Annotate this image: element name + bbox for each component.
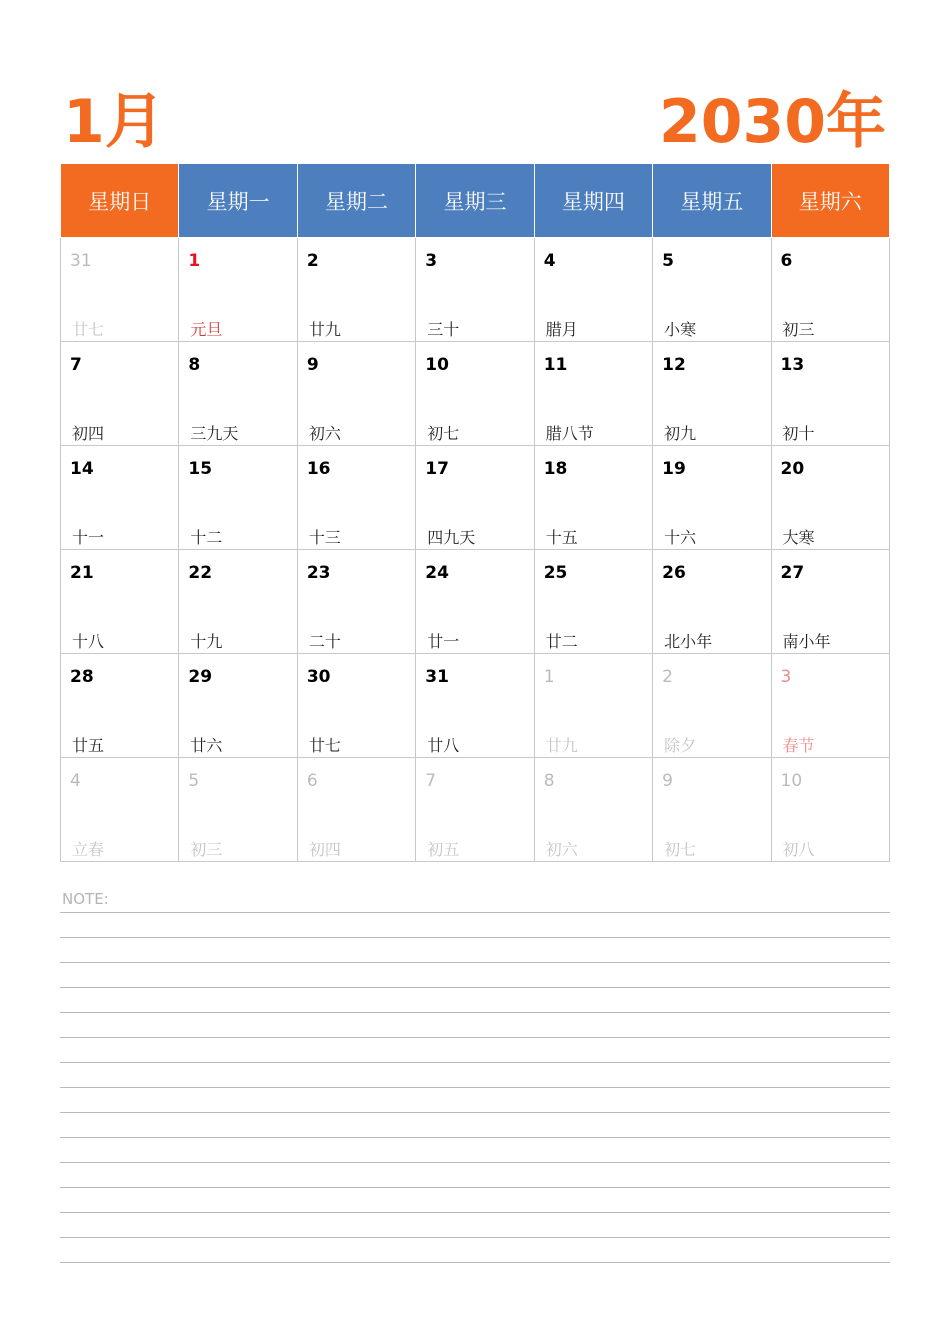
lunar-date: 初三 bbox=[190, 840, 223, 859]
day-cell[interactable] bbox=[61, 758, 179, 862]
lunar-date: 大寒 bbox=[782, 528, 815, 547]
day-number: 1 bbox=[188, 251, 201, 271]
weekday-header-row bbox=[61, 164, 890, 238]
week-row bbox=[61, 446, 890, 550]
lunar-date: 初六 bbox=[308, 424, 341, 443]
lunar-date: 十三 bbox=[308, 528, 341, 547]
day-number: 3 bbox=[780, 667, 792, 687]
lunar-date: 北小年 bbox=[664, 632, 713, 651]
lunar-date: 廿六 bbox=[190, 736, 223, 755]
day-cell[interactable] bbox=[297, 446, 415, 550]
day-cell[interactable] bbox=[653, 758, 771, 862]
day-number: 1 bbox=[543, 667, 555, 687]
weekday-monday: 星期一 bbox=[179, 164, 297, 238]
day-number: 27 bbox=[780, 563, 805, 583]
note-line bbox=[60, 1262, 890, 1287]
day-number: 24 bbox=[425, 563, 449, 583]
note-label: NOTE: bbox=[62, 890, 109, 908]
lunar-date: 除夕 bbox=[664, 736, 697, 755]
day-cell[interactable] bbox=[416, 238, 534, 342]
day-cell[interactable] bbox=[179, 446, 297, 550]
day-number: 17 bbox=[425, 459, 449, 479]
lunar-date: 初六 bbox=[545, 840, 578, 859]
day-cell[interactable] bbox=[534, 758, 652, 862]
note-line bbox=[60, 962, 890, 987]
day-cell[interactable] bbox=[653, 446, 771, 550]
day-number: 6 bbox=[780, 251, 793, 271]
lunar-date: 立春 bbox=[72, 840, 105, 859]
day-number: 5 bbox=[188, 771, 200, 791]
day-number: 20 bbox=[780, 459, 805, 479]
day-number: 3 bbox=[425, 251, 438, 271]
day-cell[interactable] bbox=[179, 758, 297, 862]
day-cell[interactable] bbox=[61, 446, 179, 550]
lunar-date: 初九 bbox=[664, 424, 697, 443]
lunar-date: 十二 bbox=[190, 528, 223, 547]
note-line bbox=[60, 1062, 890, 1087]
note-line bbox=[60, 1087, 890, 1112]
day-number: 30 bbox=[306, 667, 331, 687]
week-row bbox=[61, 342, 890, 446]
day-number: 10 bbox=[425, 355, 449, 375]
day-cell[interactable] bbox=[653, 654, 771, 758]
day-cell[interactable] bbox=[297, 758, 415, 862]
lunar-date: 廿五 bbox=[72, 736, 105, 755]
day-cell[interactable] bbox=[771, 758, 889, 862]
weekday-thursday: 星期四 bbox=[534, 164, 652, 238]
day-number: 9 bbox=[306, 355, 319, 375]
lunar-date: 十八 bbox=[72, 632, 105, 651]
day-number: 4 bbox=[70, 771, 81, 791]
day-number: 6 bbox=[306, 771, 318, 791]
day-cell[interactable] bbox=[61, 238, 179, 342]
day-cell[interactable] bbox=[416, 758, 534, 862]
lunar-date: 初十 bbox=[782, 424, 815, 443]
day-number: 7 bbox=[425, 771, 437, 791]
lunar-date: 四九天 bbox=[427, 528, 476, 547]
day-number: 31 bbox=[70, 251, 92, 271]
day-cell[interactable] bbox=[416, 654, 534, 758]
note-line bbox=[60, 1187, 890, 1212]
day-cell[interactable] bbox=[771, 446, 889, 550]
lunar-date: 初三 bbox=[782, 320, 815, 339]
day-number: 12 bbox=[662, 355, 686, 375]
day-number: 22 bbox=[188, 563, 213, 583]
day-cell[interactable] bbox=[61, 342, 179, 446]
day-number: 21 bbox=[70, 563, 94, 583]
month-title: 1月 bbox=[63, 87, 165, 157]
day-cell[interactable] bbox=[771, 342, 889, 446]
day-number: 18 bbox=[543, 459, 568, 479]
day-number: 25 bbox=[543, 563, 568, 583]
day-cell[interactable] bbox=[534, 342, 652, 446]
day-cell[interactable] bbox=[771, 654, 889, 758]
lunar-date: 初四 bbox=[72, 424, 105, 443]
day-number: 26 bbox=[662, 563, 686, 583]
day-number: 11 bbox=[543, 355, 568, 375]
note-line bbox=[60, 937, 890, 962]
lunar-date: 廿七 bbox=[72, 320, 105, 339]
note-line bbox=[60, 1112, 890, 1137]
day-number: 29 bbox=[188, 667, 213, 687]
lunar-date: 小寒 bbox=[664, 320, 697, 339]
note-line bbox=[60, 1162, 890, 1187]
day-number: 14 bbox=[70, 459, 94, 479]
lunar-date: 腊月 bbox=[545, 320, 578, 339]
note-line bbox=[60, 1237, 890, 1262]
day-cell[interactable] bbox=[771, 550, 889, 654]
lunar-date: 初四 bbox=[308, 840, 341, 859]
lunar-date: 腊八节 bbox=[545, 424, 594, 443]
lunar-date: 三十 bbox=[427, 320, 460, 339]
day-number: 7 bbox=[70, 355, 82, 375]
lunar-date: 十九 bbox=[190, 632, 223, 651]
day-number: 8 bbox=[188, 355, 201, 375]
day-cell[interactable] bbox=[61, 654, 179, 758]
note-lines bbox=[60, 912, 890, 1287]
day-number: 5 bbox=[662, 251, 674, 271]
weekday-sunday: 星期日 bbox=[61, 164, 179, 238]
day-number: 23 bbox=[306, 563, 331, 583]
note-line bbox=[60, 1012, 890, 1037]
day-number: 4 bbox=[543, 251, 556, 271]
day-number: 13 bbox=[780, 355, 805, 375]
day-number: 8 bbox=[543, 771, 555, 791]
lunar-date: 初八 bbox=[782, 840, 815, 859]
day-number: 2 bbox=[306, 251, 319, 271]
week-row bbox=[61, 758, 890, 862]
lunar-date: 廿二 bbox=[545, 632, 578, 651]
day-cell[interactable] bbox=[534, 238, 652, 342]
day-number: 9 bbox=[662, 771, 673, 791]
day-cell[interactable] bbox=[534, 446, 652, 550]
week-row bbox=[61, 238, 890, 342]
lunar-date: 廿七 bbox=[308, 736, 341, 755]
day-cell[interactable] bbox=[179, 238, 297, 342]
day-cell[interactable] bbox=[179, 550, 297, 654]
weekday-tuesday: 星期二 bbox=[297, 164, 415, 238]
lunar-date: 南小年 bbox=[782, 632, 831, 651]
year-title: 2030年 bbox=[659, 87, 886, 157]
day-cell[interactable] bbox=[179, 654, 297, 758]
lunar-date: 廿九 bbox=[545, 736, 578, 755]
lunar-date: 三九天 bbox=[190, 424, 239, 443]
lunar-date: 二十 bbox=[308, 632, 341, 651]
lunar-date: 十一 bbox=[72, 528, 105, 547]
lunar-date: 初七 bbox=[664, 840, 697, 859]
day-number: 16 bbox=[306, 459, 331, 479]
lunar-date: 廿一 bbox=[427, 632, 460, 651]
day-cell[interactable] bbox=[416, 550, 534, 654]
note-line bbox=[60, 912, 890, 937]
weekday-saturday: 星期六 bbox=[771, 164, 889, 238]
lunar-date: 十六 bbox=[664, 528, 697, 547]
calendar-body bbox=[61, 238, 890, 862]
lunar-date: 十五 bbox=[545, 528, 578, 547]
day-number: 2 bbox=[662, 667, 673, 687]
note-line bbox=[60, 1212, 890, 1237]
day-cell[interactable] bbox=[653, 342, 771, 446]
day-number: 10 bbox=[780, 771, 803, 791]
week-row bbox=[61, 550, 890, 654]
day-cell[interactable] bbox=[297, 550, 415, 654]
weekday-friday: 星期五 bbox=[653, 164, 771, 238]
day-cell[interactable] bbox=[534, 550, 652, 654]
day-cell[interactable] bbox=[416, 342, 534, 446]
day-cell[interactable] bbox=[771, 238, 889, 342]
note-line bbox=[60, 987, 890, 1012]
lunar-date: 廿九 bbox=[308, 320, 341, 339]
week-row bbox=[61, 654, 890, 758]
note-line bbox=[60, 1037, 890, 1062]
day-cell[interactable] bbox=[61, 550, 179, 654]
lunar-date: 廿八 bbox=[427, 736, 460, 755]
lunar-date: 初五 bbox=[427, 840, 460, 859]
note-line bbox=[60, 1137, 890, 1162]
day-number: 15 bbox=[188, 459, 213, 479]
weekday-wednesday: 星期三 bbox=[416, 164, 534, 238]
day-cell[interactable] bbox=[653, 238, 771, 342]
day-cell[interactable] bbox=[534, 654, 652, 758]
day-cell[interactable] bbox=[297, 342, 415, 446]
day-cell[interactable] bbox=[297, 654, 415, 758]
lunar-date: 春节 bbox=[782, 736, 815, 755]
calendar-grid bbox=[60, 163, 890, 862]
day-cell[interactable] bbox=[297, 238, 415, 342]
day-cell[interactable] bbox=[416, 446, 534, 550]
day-cell[interactable] bbox=[179, 342, 297, 446]
day-cell[interactable] bbox=[653, 550, 771, 654]
day-number: 28 bbox=[70, 667, 94, 687]
lunar-date: 元旦 bbox=[190, 320, 223, 339]
day-number: 19 bbox=[662, 459, 686, 479]
day-number: 31 bbox=[425, 667, 449, 687]
lunar-date: 初七 bbox=[427, 424, 460, 443]
